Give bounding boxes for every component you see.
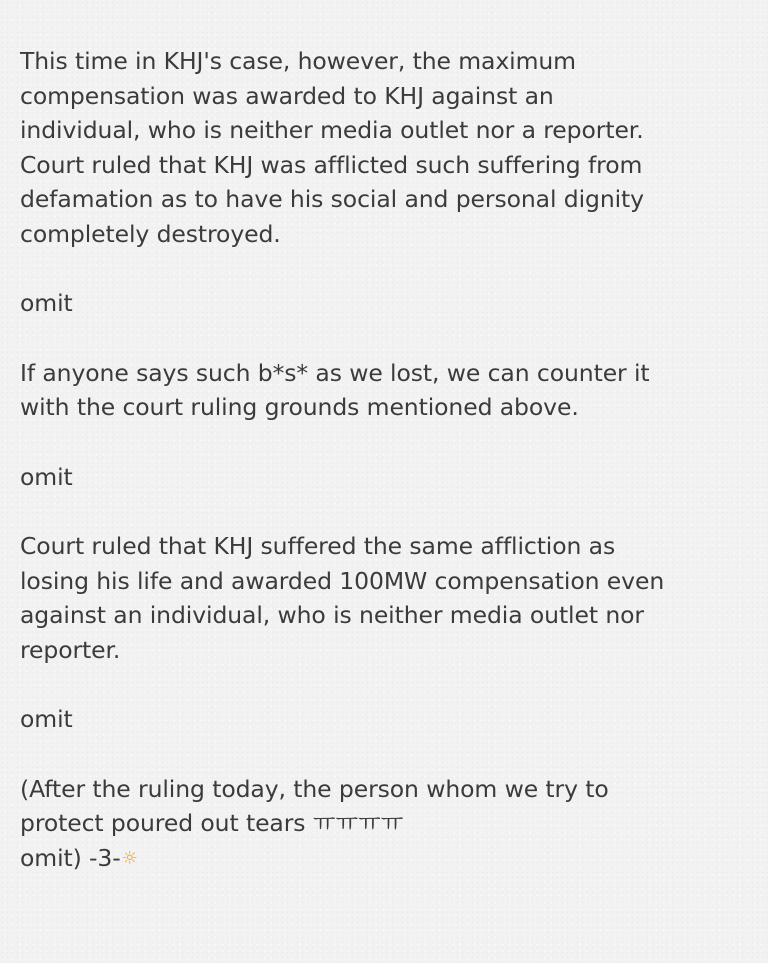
paragraph-closing <box>20 772 748 877</box>
paragraph-omit-1: omit <box>20 289 73 317</box>
note-body <box>20 44 748 876</box>
paragraph-spacer <box>20 251 748 286</box>
paragraph-spacer <box>20 667 748 702</box>
paragraph-spacer <box>20 494 748 529</box>
paragraph-omit-2: omit <box>20 462 73 491</box>
paragraph-omit-3: omit <box>20 705 73 733</box>
paragraph-counter-argument: If anyone says such b*s* as we lost, we can counter it with the court ruling grounds mentioned above. <box>20 358 650 421</box>
paragraph-spacer <box>20 321 748 356</box>
paragraph-spacer <box>20 737 748 772</box>
paragraph-closing-text: (After the ruling today, the person whom we try to protect poured out tears ㅠㅠㅠㅠ omit) -3- <box>20 774 609 872</box>
paragraph-spacer <box>20 425 748 460</box>
paragraph-ruling-compensation: This time in KHJ's case, however, the maximum compensation was awarded to KHJ against an individual, who is neither media outlet nor a reporter. Court ruled that KHJ was afflicted such suffering from defamation as to have his social and personal dignity completely destroyed. <box>20 47 644 248</box>
sun-emoji-icon: ☼ <box>121 847 138 869</box>
paragraph-ruling-affliction: Court ruled that KHJ suffered the same affliction as losing his life and awarded 100MW compensation even against an individual, who is neither media outlet nor reporter. <box>20 532 665 664</box>
